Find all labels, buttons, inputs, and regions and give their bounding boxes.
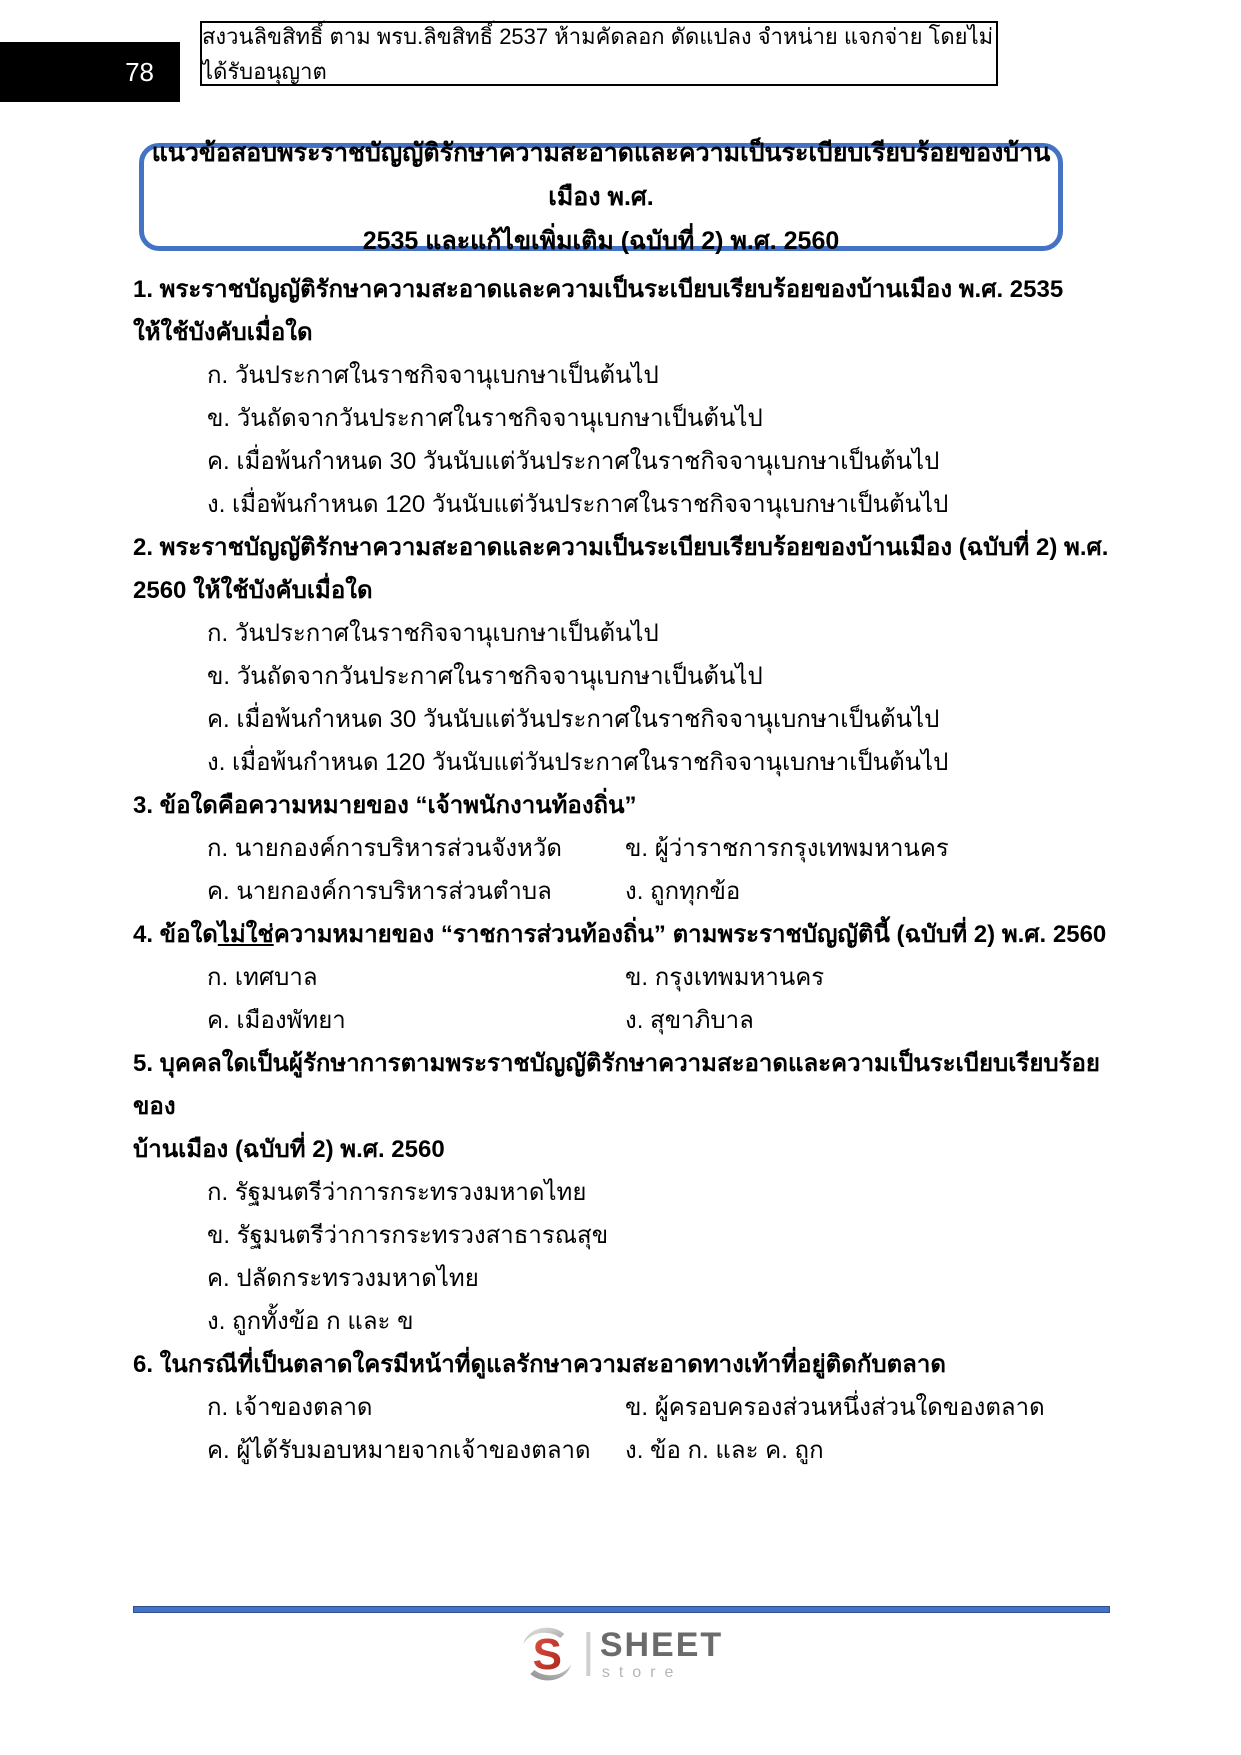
question-1-option-a: ก. วันประกาศในราชกิจจานุเบกษาเป็นต้นไป: [207, 362, 659, 389]
question-3-option-c: ค. นายกองค์การบริหารส่วนตำบล: [207, 878, 552, 905]
question-3-options-row1: [133, 827, 1125, 870]
question-6-option-d: ง. ข้อ ก. และ ค. ถูก: [625, 1437, 824, 1464]
question-5-option-d: ง. ถูกทั้งข้อ ก และ ข: [207, 1308, 414, 1335]
question-5-text-line1: 5. บุคคลใดเป็นผู้รักษาการตามพระราชบัญญัติรักษาความสะอาดและความเป็นระเบียบเรียบร้อยของ: [133, 1050, 1100, 1120]
question-1: [133, 268, 1125, 526]
question-4-text: [133, 913, 1125, 956]
question-3-option-b: ข. ผู้ว่าราชการกรุงเทพมหานคร: [625, 835, 949, 862]
exam-title-box: [139, 139, 1063, 255]
exam-title-line1: แนวข้อสอบพระราชบัญญัติรักษาความสะอาดและความเป็นระเบียบเรียบร้อยของบ้านเมือง พ.ศ.: [151, 139, 1051, 211]
question-1-option-b: ข. วันถัดจากวันประกาศในราชกิจจานุเบกษาเป็นต้นไป: [207, 405, 763, 432]
question-5-option-c: ค. ปลัดกระทรวงมหาดไทย: [207, 1265, 479, 1292]
logo-divider-bar: [586, 1632, 590, 1676]
question-6-options-row2: [133, 1429, 1125, 1472]
question-4-text-suffix: ความหมายของ “ราชการส่วนท้องถิ่น” ตามพระราชบัญญัตินี้ (ฉบับที่ 2) พ.ศ. 2560: [273, 921, 1107, 948]
question-4-options-row1: [133, 956, 1125, 999]
question-1-option-d: ง. เมื่อพ้นกำหนด 120 วันนับแต่วันประกาศในราชกิจจานุเบกษาเป็นต้นไป: [207, 491, 949, 518]
question-6-option-b: ข. ผู้ครอบครองส่วนหนึ่งส่วนใดของตลาด: [625, 1394, 1045, 1421]
question-2-text-line2: 2560 ให้ใช้บังคับเมื่อใด: [133, 577, 373, 604]
question-2-option-c: ค. เมื่อพ้นกำหนด 30 วันนับแต่วันประกาศในราชกิจจานุเบกษาเป็นต้นไป: [207, 706, 940, 733]
page-number: 78: [125, 56, 154, 87]
question-6-option-c: ค. ผู้ได้รับมอบหมายจากเจ้าของตลาด: [207, 1437, 591, 1464]
question-4-option-d: ง. สุขาภิบาล: [625, 1007, 754, 1034]
logo-letter-s: S: [532, 1630, 562, 1679]
question-6-option-a: ก. เจ้าของตลาด: [207, 1394, 373, 1421]
question-list: [133, 268, 1125, 1472]
sheet-store-logo-icon: [518, 1626, 576, 1682]
question-4-text-underlined: ไม่ใช่: [217, 921, 274, 948]
question-5-option-b: ข. รัฐมนตรีว่าการกระทรวงสาธารณสุข: [207, 1222, 609, 1249]
brand-text-stack: [599, 1625, 724, 1681]
question-2: [133, 526, 1125, 784]
question-5-option-a: ก. รัฐมนตรีว่าการกระทรวงมหาดไทย: [207, 1179, 587, 1206]
question-2-option-d: ง. เมื่อพ้นกำหนด 120 วันนับแต่วันประกาศในราชกิจจานุเบกษาเป็นต้นไป: [207, 749, 949, 776]
question-2-text-line1: 2. พระราชบัญญัติรักษาความสะอาดและความเป็นระเบียบเรียบร้อยของบ้านเมือง (ฉบับที่ 2) พ.ศ.: [133, 534, 1109, 561]
copyright-text: สงวนลิขสิทธิ์ ตาม พรบ.ลิขสิทธิ์ 2537 ห้ามคัดลอก ดัดแปลง จำหน่าย แจกจ่าย โดยไม่ได้รับอนุญาต: [202, 23, 994, 84]
question-3-option-a: ก. นายกองค์การบริหารส่วนจังหวัด: [207, 835, 562, 862]
question-2-option-a: ก. วันประกาศในราชกิจจานุเบกษาเป็นต้นไป: [207, 620, 659, 647]
question-3-option-d: ง. ถูกทุกข้อ: [625, 878, 741, 905]
question-4-option-b: ข. กรุงเทพมหานคร: [625, 964, 825, 991]
question-1-text-line2: ให้ใช้บังคับเมื่อใด: [133, 319, 313, 346]
question-1-text-line1: 1. พระราชบัญญัติรักษาความสะอาดและความเป็นระเบียบเรียบร้อยของบ้านเมือง พ.ศ. 2535: [133, 276, 1064, 303]
question-4-text-prefix: 4. ข้อใด: [133, 921, 218, 948]
brand-name: SHEET: [599, 1625, 724, 1664]
question-6-options-row1: [133, 1386, 1125, 1429]
copyright-notice-box: [200, 21, 998, 86]
brand-subtitle: store: [601, 1663, 683, 1681]
question-4-option-c: ค. เมืองพัทยา: [207, 1007, 346, 1034]
question-4-options-row2: [133, 999, 1125, 1042]
question-3-options-row2: [133, 870, 1125, 913]
question-5-text-line2: บ้านเมือง (ฉบับที่ 2) พ.ศ. 2560: [133, 1136, 445, 1163]
question-4-option-a: ก. เทศบาล: [207, 964, 318, 991]
question-6: [133, 1343, 1125, 1472]
question-5: [133, 1042, 1125, 1343]
question-4: [133, 913, 1125, 1042]
footer-divider-rule: [133, 1606, 1110, 1613]
question-6-text: 6. ในกรณีที่เป็นตลาดใครมีหน้าที่ดูแลรักษาความสะอาดทางเท้าที่อยู่ติดกับตลาด: [133, 1351, 946, 1378]
page-number-box: [0, 42, 180, 102]
question-1-option-c: ค. เมื่อพ้นกำหนด 30 วันนับแต่วันประกาศในราชกิจจานุเบกษาเป็นต้นไป: [207, 448, 940, 475]
question-2-option-b: ข. วันถัดจากวันประกาศในราชกิจจานุเบกษาเป็นต้นไป: [207, 663, 763, 690]
question-3-text: 3. ข้อใดคือความหมายของ “เจ้าพนักงานท้องถิ่น”: [133, 792, 637, 819]
sheet-store-logo: [518, 1626, 723, 1682]
question-3: [133, 784, 1125, 913]
exam-title-line2: 2535 และแก้ไขเพิ่มเติม (ฉบับที่ 2) พ.ศ. 2560: [362, 227, 840, 255]
